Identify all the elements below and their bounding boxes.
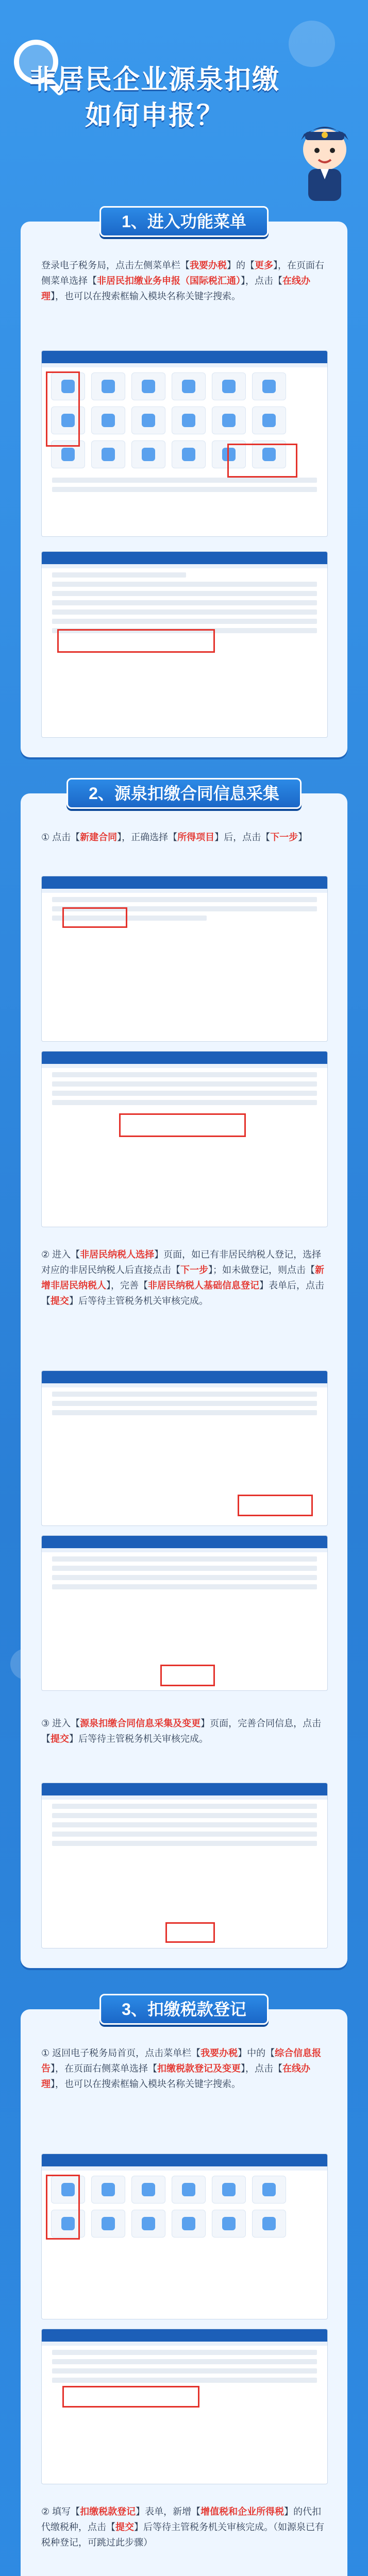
section-2-step-2-text: ② 进入【非居民纳税人选择】页面，如已有非居民纳税人登记，选择对应的非居民纳税人后直接点击【下一步】；如未做登记，则点击【新增非居民纳税人】，完善【非居民纳税人基础信息登记】表单后，点击【提交】后等待主管税务机关审核完成。 [41, 1249, 324, 1306]
section-2-step-1-text: ① 点击【新建合同】，正确选择【所得项目】后，点击【下一步】 [41, 832, 308, 842]
section-2-card [21, 784, 347, 1968]
screenshot-info-report-menu [41, 2329, 328, 2484]
screenshot-contract-info-form [41, 1783, 328, 1948]
title-line-1: 非居民企业源泉扣缴 [29, 65, 280, 95]
section-2-header: 2、源泉扣缴合同信息采集 [66, 778, 302, 809]
screenshot-business-menu [41, 551, 328, 738]
section-2-step-3-text: ③ 进入【源泉扣缴合同信息采集及变更】页面，完善合同信息，点击【提交】后等待主管税务机关审核完成。 [41, 1718, 322, 1744]
screenshot-tax-portal-home [41, 350, 328, 537]
tax-officer-mascot-icon [294, 113, 356, 206]
screenshot-income-item-select [41, 1051, 328, 1227]
screenshot-tax-portal-home-2 [41, 2154, 328, 2319]
hero [0, 0, 368, 216]
section-1-header: 1、进入功能菜单 [99, 206, 269, 237]
page-title [21, 62, 289, 134]
section-3-step-2-text: ② 填写【扣缴税款登记】表单，新增【增值税和企业所得税】的代扣代缴税种，点击【提交】后等待主管税务机关审核完成。（如源泉已有税种登记，可跳过此步骤） [41, 2506, 324, 2548]
screenshot-nonresident-form [41, 1535, 328, 1691]
title-line-2: 如何申报？ [85, 101, 224, 131]
section-1-card [21, 212, 347, 757]
section-3-header: 3、扣缴税款登记 [99, 1994, 269, 2025]
section-3-step-1-text: ① 返回电子税务局首页，点击菜单栏【我要办税】中的【综合信息报告】，在页面右侧菜单选择【扣缴税款登记及变更】，点击【在线办理】，也可以在搜索框输入模块名称关键字搜索。 [41, 2048, 322, 2089]
section-1-text: 登录电子税务局，点击左侧菜单栏【我要办税】的【更多】，在页面右侧菜单选择【非居民扣缴业务申报（国际税汇通）】，点击【在线办理】，也可以在搜索框输入模块名称关键字搜索。 [41, 260, 324, 301]
screenshot-nonresident-select [41, 1370, 328, 1526]
section-3-card [21, 2000, 347, 2576]
screenshot-new-contract [41, 876, 328, 1042]
